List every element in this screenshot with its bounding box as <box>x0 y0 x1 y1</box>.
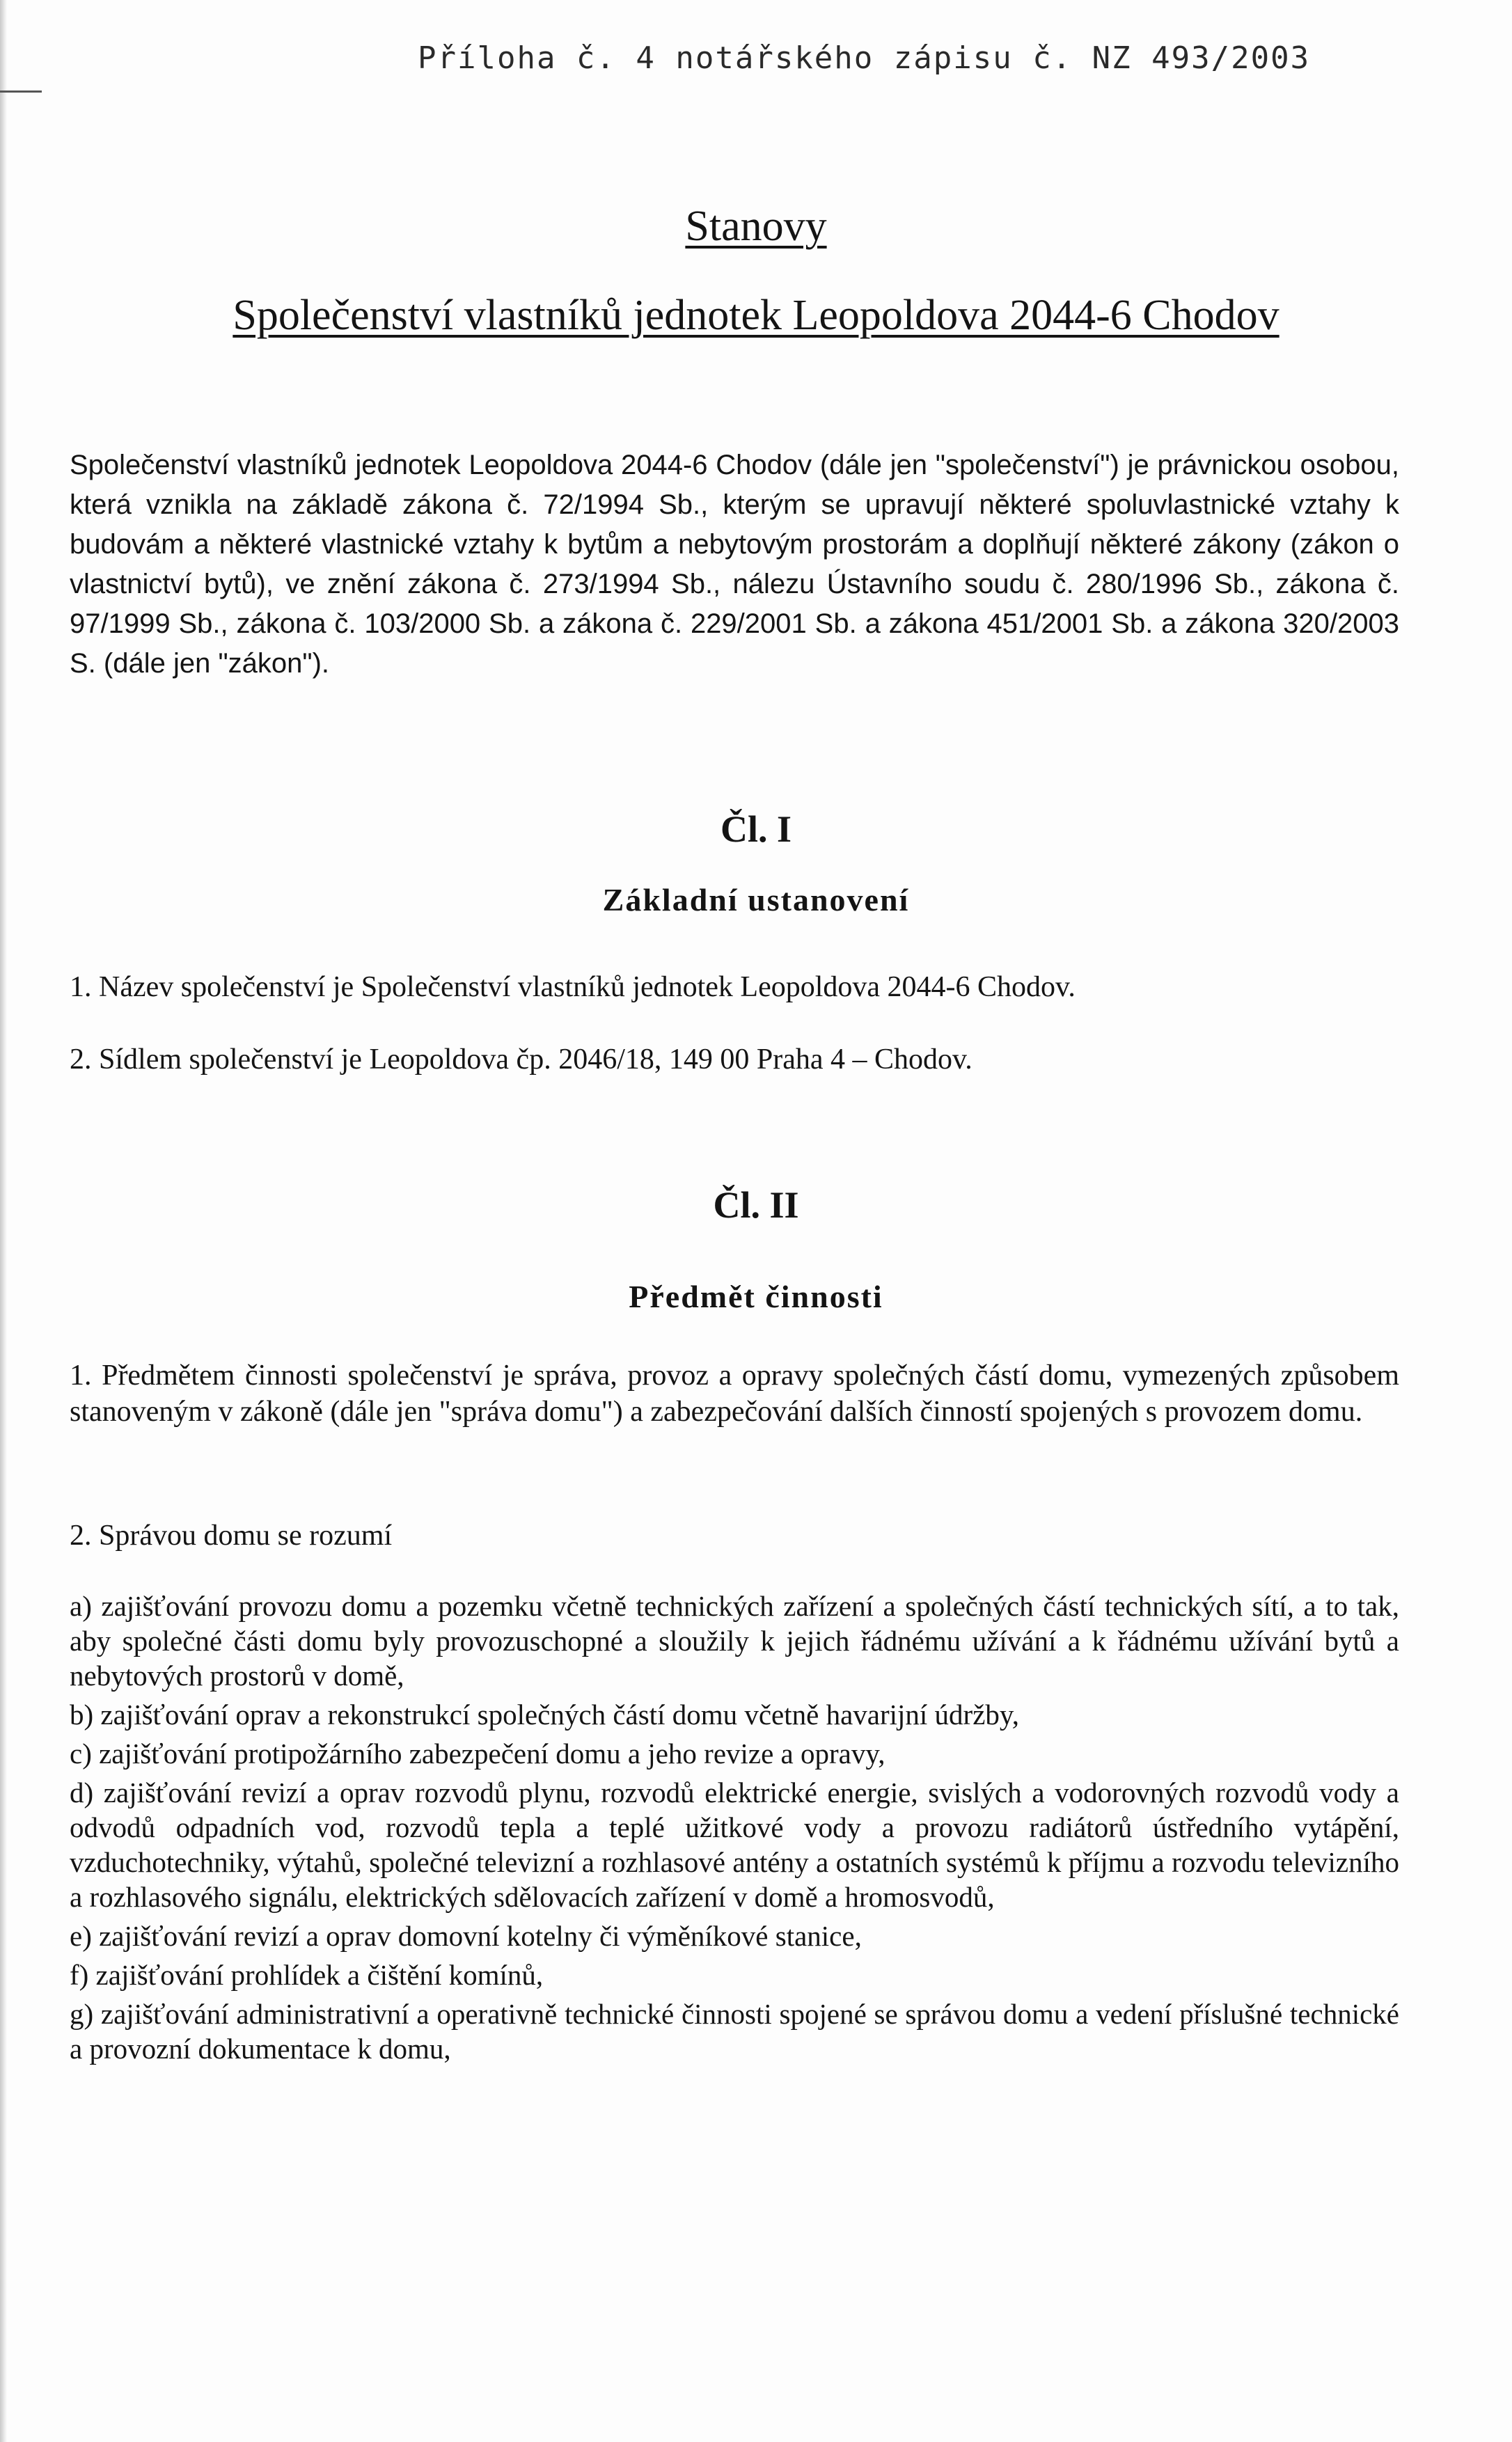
list-item-f: f) zajišťování prohlídek a čištění komínů, <box>70 1959 544 1991</box>
list-item-g: g) zajišťování administrativní a operativně technické činnosti spojené se správou domu a vedení příslušné technické a provozní dokumentace k domu, <box>70 1998 1399 2065</box>
document-title: Stanovy <box>685 203 827 250</box>
article-2-item-2: 2. Správou domu se rozumí <box>70 1520 393 1552</box>
article-1-number: Čl. I <box>720 808 792 850</box>
intro-paragraph: Společenství vlastníků jednotek Leopoldova 2044-6 Chodov (dále jen "společenství") je právnickou osobou, která vznikla na základě zákona č. 72/1994 Sb., kterým se upravují některé spoluvlastnické vztahy k budovám a některé vlastnické vztahy k bytům a nebytovým prostorám a doplňují některé zákony (zákon o vlastnictví bytů), ve znění zákona č. 273/1994 Sb., nálezu Ústavního soudu č. 280/1996 Sb., zákona č. 97/1999 Sb., zákona č. 103/2000 Sb. a zákona č. 229/2001 Sb. a zákona 451/2001 Sb. a zákona 320/2003 S. (dále jen "zákon"). <box>70 450 1399 679</box>
list-item-a: a) zajišťování provozu domu a pozemku včetně technických zařízení a společných částí technických sítí, a to tak, aby společné části domu byly provozuschopné a sloužily k jejich řádnému užívání a k řádnému užívání bytů a nebytových prostorů v domě, <box>70 1590 1399 1692</box>
header-annex-note: Příloha č. 4 notářského zápisu č. NZ 493/2003 <box>418 40 1311 76</box>
list-item-d: d) zajišťování revizí a oprav rozvodů plynu, rozvodů elektrické energie, svislých a vodorovných rozvodů vody a odvodů odpadních vod, rozvodů tepla a teplé užitkové vody a provozu radiátorů ústředního vytápění, vzduchotechniky, výtahů, společné televizní a rozhlasové antény a ostatních systémů k příjmu a rozvodu televizního a rozhlasového signálu, elektrických sdělovacích zařízení v domě a hromosvodů, <box>70 1777 1399 1913</box>
article-2-item-1: 1. Předmětem činnosti společenství je správa, provoz a opravy společných částí domu, vymezených způsobem stanoveným v zákoně (dále jen "správa domu") a zabezpečování dalších činností spojených s provozem domu. <box>70 1360 1399 1428</box>
list-item-e: e) zajišťování revizí a oprav domovní kotelny či výměníkové stanice, <box>70 1920 862 1952</box>
document-subtitle: Společenství vlastníků jednotek Leopoldova 2044-6 Chodov <box>233 292 1279 339</box>
article-1-title: Základní ustanovení <box>602 882 910 917</box>
article-2-number: Čl. II <box>713 1184 799 1226</box>
house-management-list <box>70 1589 1399 2070</box>
scan-corner-mark <box>0 90 42 93</box>
article-2-title: Předmět činnosti <box>629 1279 883 1314</box>
article-1-item-1: 1. Název společenství je Společenství vlastníků jednotek Leopoldova 2044-6 Chodov. <box>70 971 1076 1003</box>
list-item-b: b) zajišťování oprav a rekonstrukcí společných částí domu včetně havarijní údržby, <box>70 1699 1019 1731</box>
article-1-item-2: 2. Sídlem společenství je Leopoldova čp. 2046/18, 149 00 Praha 4 – Chodov. <box>70 1043 972 1076</box>
list-item-c: c) zajišťování protipožárního zabezpečení domu a jeho revize a opravy, <box>70 1738 885 1770</box>
